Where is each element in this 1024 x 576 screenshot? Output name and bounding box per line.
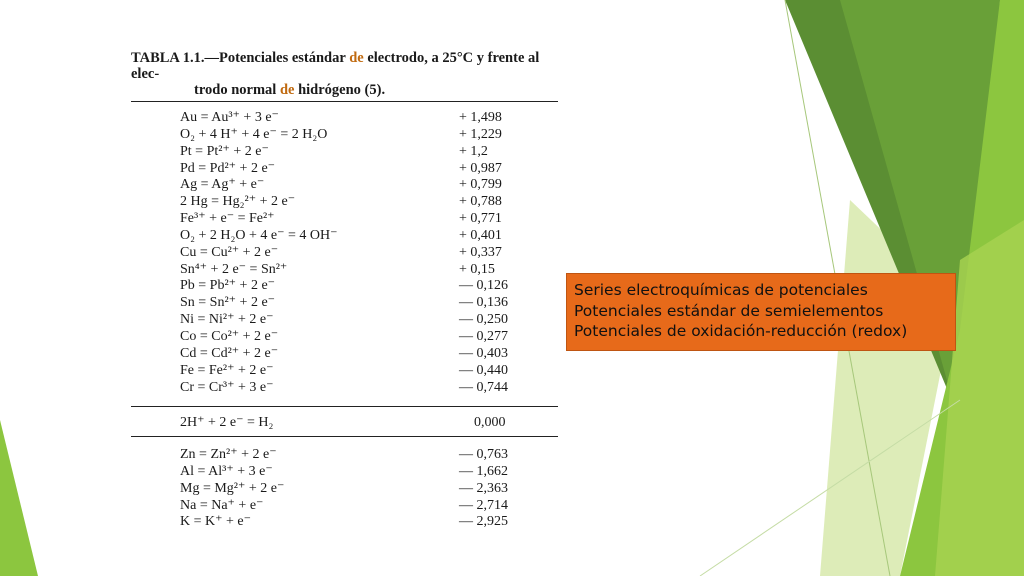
- table-row: [180, 481, 510, 498]
- table-rows-top: [180, 110, 510, 396]
- left-green-shape: [0, 420, 38, 576]
- table-row: [180, 245, 510, 262]
- hydrogen-reference-row: [180, 414, 510, 432]
- half-reaction: 2H⁺ + 2 e⁻ = H₂: [180, 415, 274, 430]
- callout-line: Potenciales de oxidación-reducción (redox): [574, 322, 908, 340]
- table-row: [180, 295, 510, 312]
- table-row: [180, 464, 510, 481]
- half-reaction: Mg = Mg²⁺ + 2 e⁻: [180, 480, 285, 496]
- table-rule-hydrogen-bottom: [131, 436, 558, 437]
- table-row: [180, 161, 510, 178]
- potential-value: — 0,403: [459, 345, 508, 361]
- potential-value: + 1,229: [459, 126, 502, 142]
- potential-value: + 0,771: [459, 211, 502, 227]
- table-row: [180, 211, 510, 228]
- potential-value: — 2,714: [459, 497, 508, 513]
- potential-value: + 0,15: [459, 261, 495, 277]
- half-reaction: Fe = Fe²⁺ + 2 e⁻: [180, 362, 274, 378]
- table-row: [180, 262, 510, 279]
- potential-value: — 2,363: [459, 480, 508, 496]
- potential-value: — 0,763: [459, 447, 508, 462]
- half-reaction: Pd = Pd²⁺ + 2 e⁻: [180, 160, 276, 176]
- half-reaction: Ag = Ag⁺ + e⁻: [180, 177, 265, 193]
- half-reaction: Fe³⁺ + e⁻ = Fe²⁺: [180, 211, 275, 227]
- potential-value: — 0,136: [459, 295, 508, 311]
- potential-value: — 0,744: [459, 379, 508, 395]
- caption-text: hidrógeno (5).: [294, 82, 386, 98]
- table-row: [180, 380, 510, 397]
- half-reaction: Cu = Cu²⁺ + 2 e⁻: [180, 244, 279, 260]
- half-reaction: Pb = Pb²⁺ + 2 e⁻: [180, 278, 276, 294]
- table-row: [180, 144, 510, 161]
- potential-value: — 0,440: [459, 362, 508, 378]
- potential-value: + 0,799: [459, 177, 502, 193]
- potential-value: + 1,2: [459, 143, 488, 159]
- caption-line-2: [131, 82, 571, 98]
- potential-value: + 0,337: [459, 244, 502, 260]
- half-reaction: K = K⁺ + e⁻: [180, 514, 252, 530]
- half-reaction: Sn = Sn²⁺ + 2 e⁻: [180, 295, 276, 311]
- caption-text: TABLA 1.1.—Potenciales estándar: [131, 50, 350, 66]
- potential-value: — 1,662: [459, 463, 508, 479]
- half-reaction: Cr = Cr³⁺ + 3 e⁻: [180, 379, 274, 395]
- table-row: [180, 447, 510, 464]
- potential-value: — 0,126: [459, 278, 508, 294]
- half-reaction: Au = Au³⁺ + 3 e⁻: [180, 110, 279, 125]
- caption-text: trodo normal: [194, 82, 280, 98]
- potential-value: — 2,925: [459, 514, 508, 530]
- half-reaction: 2 Hg = Hg₂²⁺ + 2 e⁻: [180, 194, 296, 210]
- half-reaction: Co = Co²⁺ + 2 e⁻: [180, 328, 279, 344]
- caption-highlight: de: [279, 82, 295, 98]
- half-reaction: Sn⁴⁺ + 2 e⁻ = Sn²⁺: [180, 261, 288, 277]
- table-row: [180, 329, 510, 346]
- table-row: [180, 278, 510, 295]
- table-row: [180, 228, 510, 245]
- potential-value: + 0,401: [459, 227, 502, 243]
- half-reaction: O₂ + 2 H₂O + 4 e⁻ = 4 OH⁻: [180, 227, 338, 243]
- potential-value: — 0,277: [459, 328, 508, 344]
- half-reaction: O₂ + 4 H⁺ + 4 e⁻ = 2 H₂O: [180, 126, 328, 142]
- callout-line: Series electroquímicas de potenciales: [574, 281, 868, 299]
- table-rows-bottom: [180, 447, 510, 531]
- table-rule-top: [131, 101, 558, 102]
- half-reaction: Pt = Pt²⁺ + 2 e⁻: [180, 143, 269, 159]
- table-row: [180, 498, 510, 515]
- table-row: [180, 312, 510, 329]
- table-row: [180, 127, 510, 144]
- table-caption: [131, 50, 571, 98]
- table-row: [180, 194, 510, 211]
- table-row: [180, 346, 510, 363]
- potential-value: + 1,498: [459, 110, 502, 125]
- potential-value: + 0,987: [459, 160, 502, 176]
- callout-line: Potenciales estándar de semielementos: [574, 301, 884, 320]
- table-row: [180, 363, 510, 380]
- half-reaction: Ni = Ni²⁺ + 2 e⁻: [180, 312, 274, 328]
- half-reaction: Na = Na⁺ + e⁻: [180, 497, 264, 513]
- caption-highlight: de: [349, 50, 364, 66]
- callout-box: [566, 273, 956, 351]
- table-row: [180, 110, 510, 127]
- half-reaction: Al = Al³⁺ + 3 e⁻: [180, 463, 273, 479]
- caption-text: electrodo, a 25°C y frente al elec-: [131, 50, 540, 82]
- potential-value: — 0,250: [459, 312, 508, 328]
- half-reaction: Zn = Zn²⁺ + 2 e⁻: [180, 447, 277, 462]
- table-rule-hydrogen-top: [131, 406, 558, 407]
- table-row: [180, 514, 510, 531]
- half-reaction: Cd = Cd²⁺ + 2 e⁻: [180, 345, 279, 361]
- potential-value: 0,000: [474, 415, 506, 430]
- potential-value: + 0,788: [459, 194, 502, 210]
- table-row: [180, 177, 510, 194]
